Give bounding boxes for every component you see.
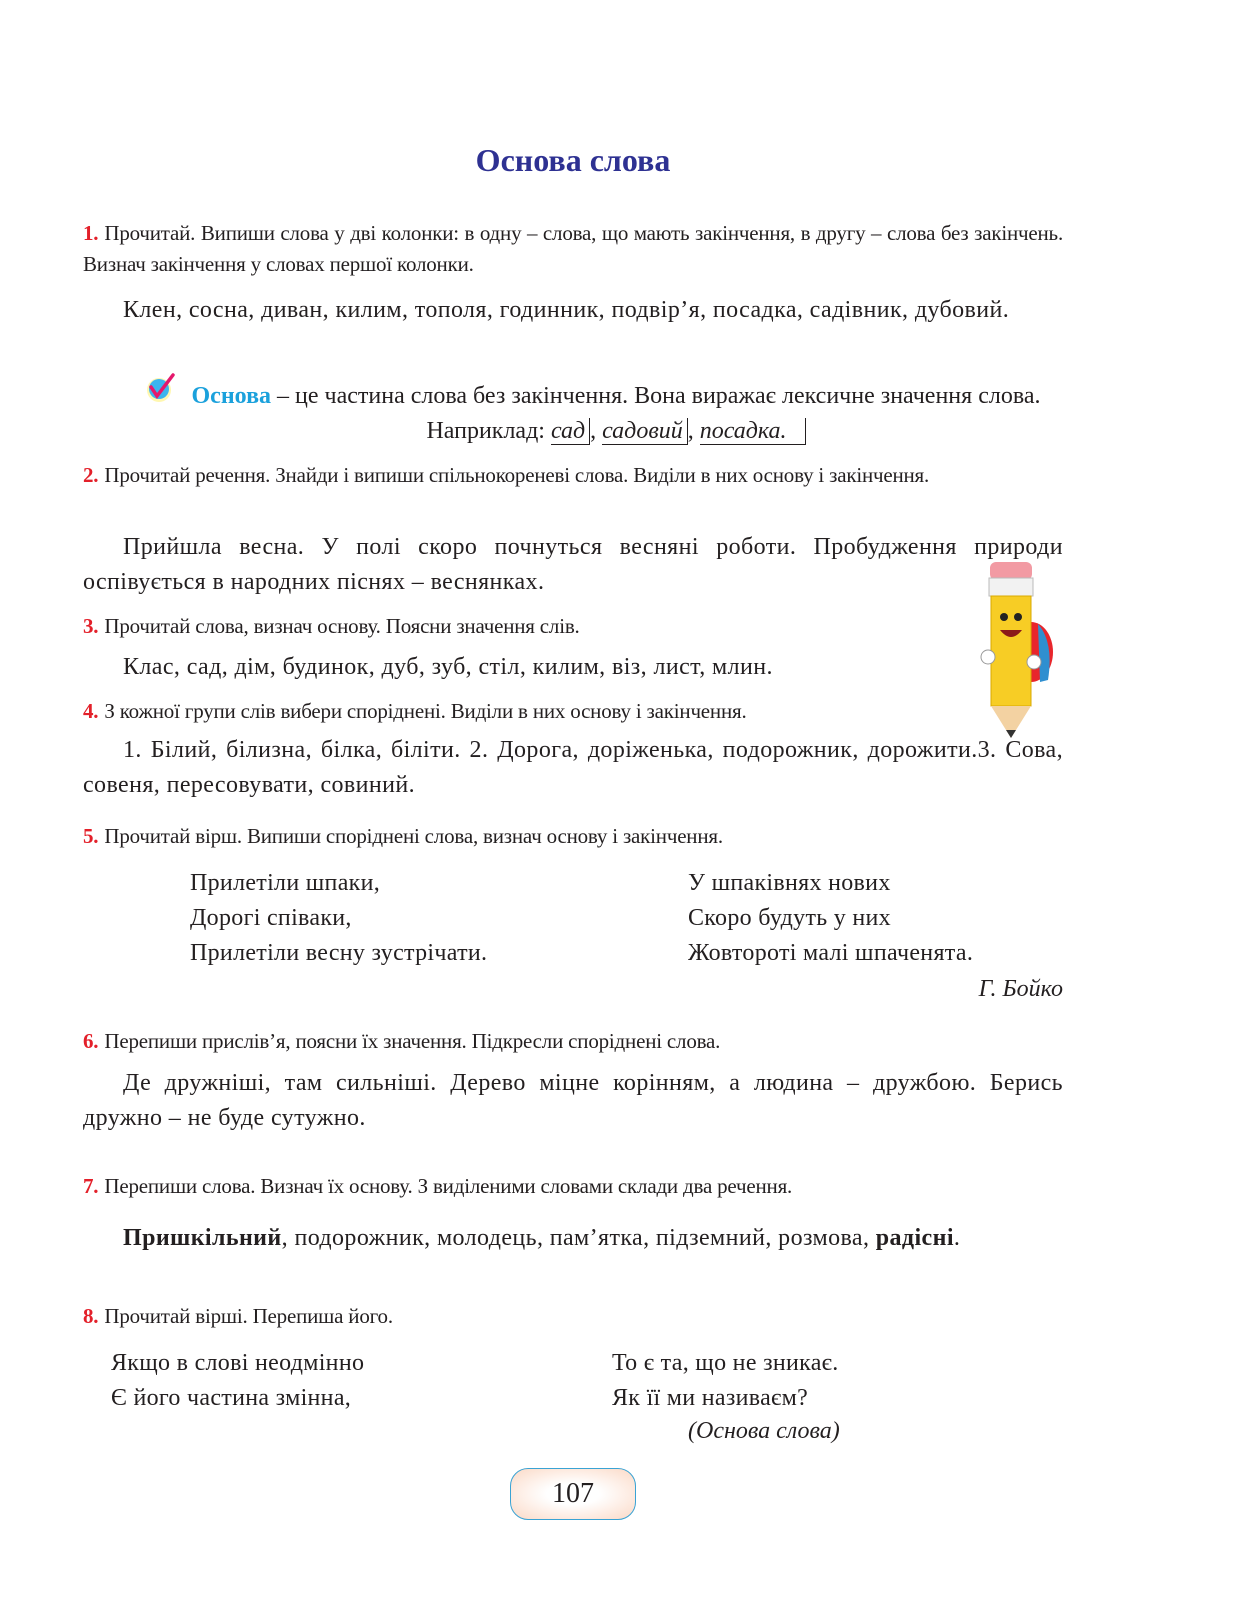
instruction-text: Прочитай. Випиши слова у дві колонки: в одну – слова, що мають закінчення, в другу – слова без закінчень. Визнач закінчення у словах першої колонки. [83, 221, 1063, 276]
riddle-answer: (Основа слова) [688, 1418, 840, 1444]
poem-line: То є та, що не зникає. [612, 1350, 839, 1376]
poem-left-column [190, 866, 487, 971]
task-4-instruction [83, 696, 1063, 727]
poem-line: Жовтороті малі шпаченята. [688, 940, 974, 966]
task-number: 5. [83, 824, 99, 848]
example-word: сад [551, 418, 590, 445]
task-1-instruction [83, 218, 1063, 280]
poem-line: Якщо в слові неодмінно [111, 1350, 365, 1376]
poem-right-column [612, 1346, 839, 1416]
task-number: 7. [83, 1174, 99, 1198]
rule-box: Основа – це частина слова без закінчення. Вона виражає лексичне значення слова. Наприклад: сад , садовий , посадка. [191, 383, 1041, 444]
instruction-text: Прочитай вірш. Випиши споріднені слова, визнач основу і закінчення. [104, 824, 723, 848]
task-5-instruction [83, 821, 1063, 852]
task-number: 3. [83, 614, 99, 638]
task-7-instruction [83, 1171, 1063, 1202]
poem-author: Г. Бойко [978, 976, 1063, 1002]
example-word: садовий [602, 418, 688, 445]
bold-word: Пришкільний [123, 1225, 282, 1251]
task-2-instruction [83, 460, 1063, 491]
rule-text: – це частина слова без закінчення. Вона виражає лексичне значення слова. Наприклад: [271, 383, 1041, 444]
rule-term: Основа [191, 383, 272, 409]
poem-left-column [111, 1346, 364, 1416]
task-6-text: Де дружніші, там сильніші. Дерево міцне корінням, а людина – дружбою. Берись дружно – не буде сутужно. [83, 1070, 1063, 1131]
poem-line: Дорогі співаки, [190, 905, 352, 931]
task-8-instruction [83, 1301, 1063, 1332]
page-title: Основа слова [475, 142, 671, 178]
task-3-text: Клас, сад, дім, будинок, дуб, зуб, стіл, килим, віз, лист, млин. [123, 654, 773, 680]
task-number: 1. [83, 221, 99, 245]
task-number: 8. [83, 1304, 99, 1328]
poem-line: Прилетіли весну зустрічати. [190, 940, 488, 966]
poem-line: Скоро будуть у них [688, 905, 891, 931]
task-4-text: 1. Білий, білизна, білка, біліти. 2. Дорога, доріженька, подорожник, дорожити.3. Сова, совеня, пересовувати, совиний. [83, 737, 1063, 798]
page-number: 107 [510, 1468, 636, 1520]
example-word: посадка. [700, 418, 806, 445]
task-2-text: Прийшла весна. У полі скоро почнуться весняні роботи. Пробудження природи оспівується в народних піснях – веснянках. [83, 534, 1063, 595]
instruction-text: Прочитай слова, визнач основу. Поясни значення слів. [104, 614, 580, 638]
punctuation: . [953, 1225, 961, 1251]
instruction-text: Перепиши прислів’я, поясни їх значення. Підкресли споріднені слова. [104, 1029, 721, 1053]
poem-line: Прилетіли шпаки, [190, 870, 381, 896]
task-number: 2. [83, 463, 99, 487]
task-number: 4. [83, 699, 99, 723]
bold-word: радісні [875, 1225, 954, 1251]
poem-line: Є його частина змінна, [111, 1385, 352, 1411]
task-1-text: Клен, сосна, диван, килим, тополя, годинник, подвір’я, посадка, садівник, дубовий. [123, 297, 1010, 323]
instruction-text: Прочитай речення. Знайди і випиши спільнокореневі слова. Виділи в них основу і закінчення. [104, 463, 930, 487]
instruction-text: З кожної групи слів вибери споріднені. Виділи в них основу і закінчення. [104, 699, 747, 723]
instruction-text: Прочитай вірші. Перепиша його. [104, 1304, 393, 1328]
checkmark-icon [145, 372, 177, 404]
word-list: , подорожник, молодець, пам’ятка, підземний, розмова, [281, 1225, 876, 1251]
task-number: 6. [83, 1029, 99, 1053]
task-3-instruction [83, 611, 1063, 642]
instruction-text: Перепиши слова. Визнач їх основу. З виділеними словами склади два речення. [104, 1174, 793, 1198]
poem-line: Як її ми називаєм? [612, 1385, 809, 1411]
task-7-text [83, 1221, 1063, 1256]
poem-right-column [688, 866, 973, 971]
task-6-instruction [83, 1026, 1063, 1057]
poem-line: У шпаківнях нових [688, 870, 891, 896]
